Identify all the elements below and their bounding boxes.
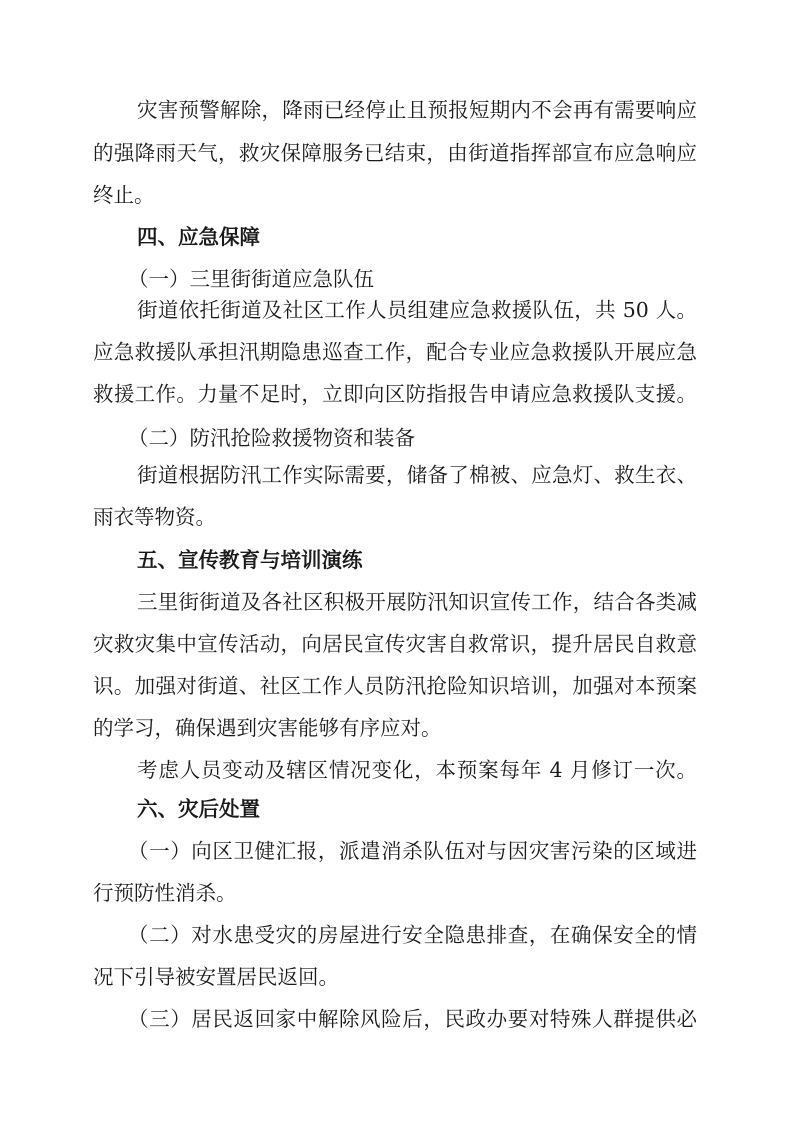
- paragraph-line: 街道根据防汛工作实际需要，储备了棉被、应急灯、救生衣、: [137, 463, 697, 487]
- section-heading: 五、宣传教育与培训演练: [137, 548, 363, 572]
- list-item-line: （三）居民返回家中解除风险后，民政办要对特殊人群提供必: [128, 1007, 697, 1031]
- list-item-line: （二）对水患受灾的房屋进行安全隐患排查，在确保安全的情: [128, 923, 697, 947]
- section-heading: 四、应急保障: [137, 225, 260, 249]
- paragraph-line: 考虑人员变动及辖区情况变化，本预案每年 4 月修订一次。: [137, 758, 697, 782]
- subsection-heading: （一）三里街街道应急队伍: [128, 267, 374, 291]
- paragraph-line: 救援工作。力量不足时，立即向区防指报告申请应急救援队支援。: [93, 382, 697, 406]
- paragraph-line: 三里街街道及各社区积极开展防汛知识宣传工作，结合各类减: [137, 590, 697, 614]
- paragraph-line: 雨衣等物资。: [93, 505, 216, 529]
- paragraph-line: 的强降雨天气，救灾保障服务已结束，由街道指挥部宣布应急响应: [93, 141, 697, 165]
- list-item-line: 行预防性消杀。: [93, 881, 237, 905]
- subsection-heading: （二）防汛抢险救援物资和装备: [128, 426, 415, 450]
- section-heading: 六、灾后处置: [137, 797, 260, 821]
- list-item-line: 况下引导被安置居民返回。: [93, 965, 339, 989]
- list-item-line: （一）向区卫健汇报，派遣消杀队伍对与因灾害污染的区域进: [128, 839, 697, 863]
- paragraph-line: 灾救灾集中宣传活动，向居民宣传灾害自救常识，提升居民自救意: [93, 632, 697, 656]
- paragraph-line: 街道依托街道及社区工作人员组建应急救援队伍，共 50 人。: [137, 298, 697, 322]
- paragraph-line: 识。加强对街道、社区工作人员防汛抢险知识培训，加强对本预案: [93, 674, 697, 698]
- paragraph-line: 的学习，确保遇到灾害能够有序应对。: [93, 716, 442, 740]
- paragraph-line: 灾害预警解除，降雨已经停止且预报短期内不会再有需要响应: [137, 98, 697, 122]
- paragraph-line: 终止。: [93, 183, 155, 207]
- paragraph-line: 应急救援队承担汛期隐患巡查工作，配合专业应急救援队开展应急: [93, 340, 697, 364]
